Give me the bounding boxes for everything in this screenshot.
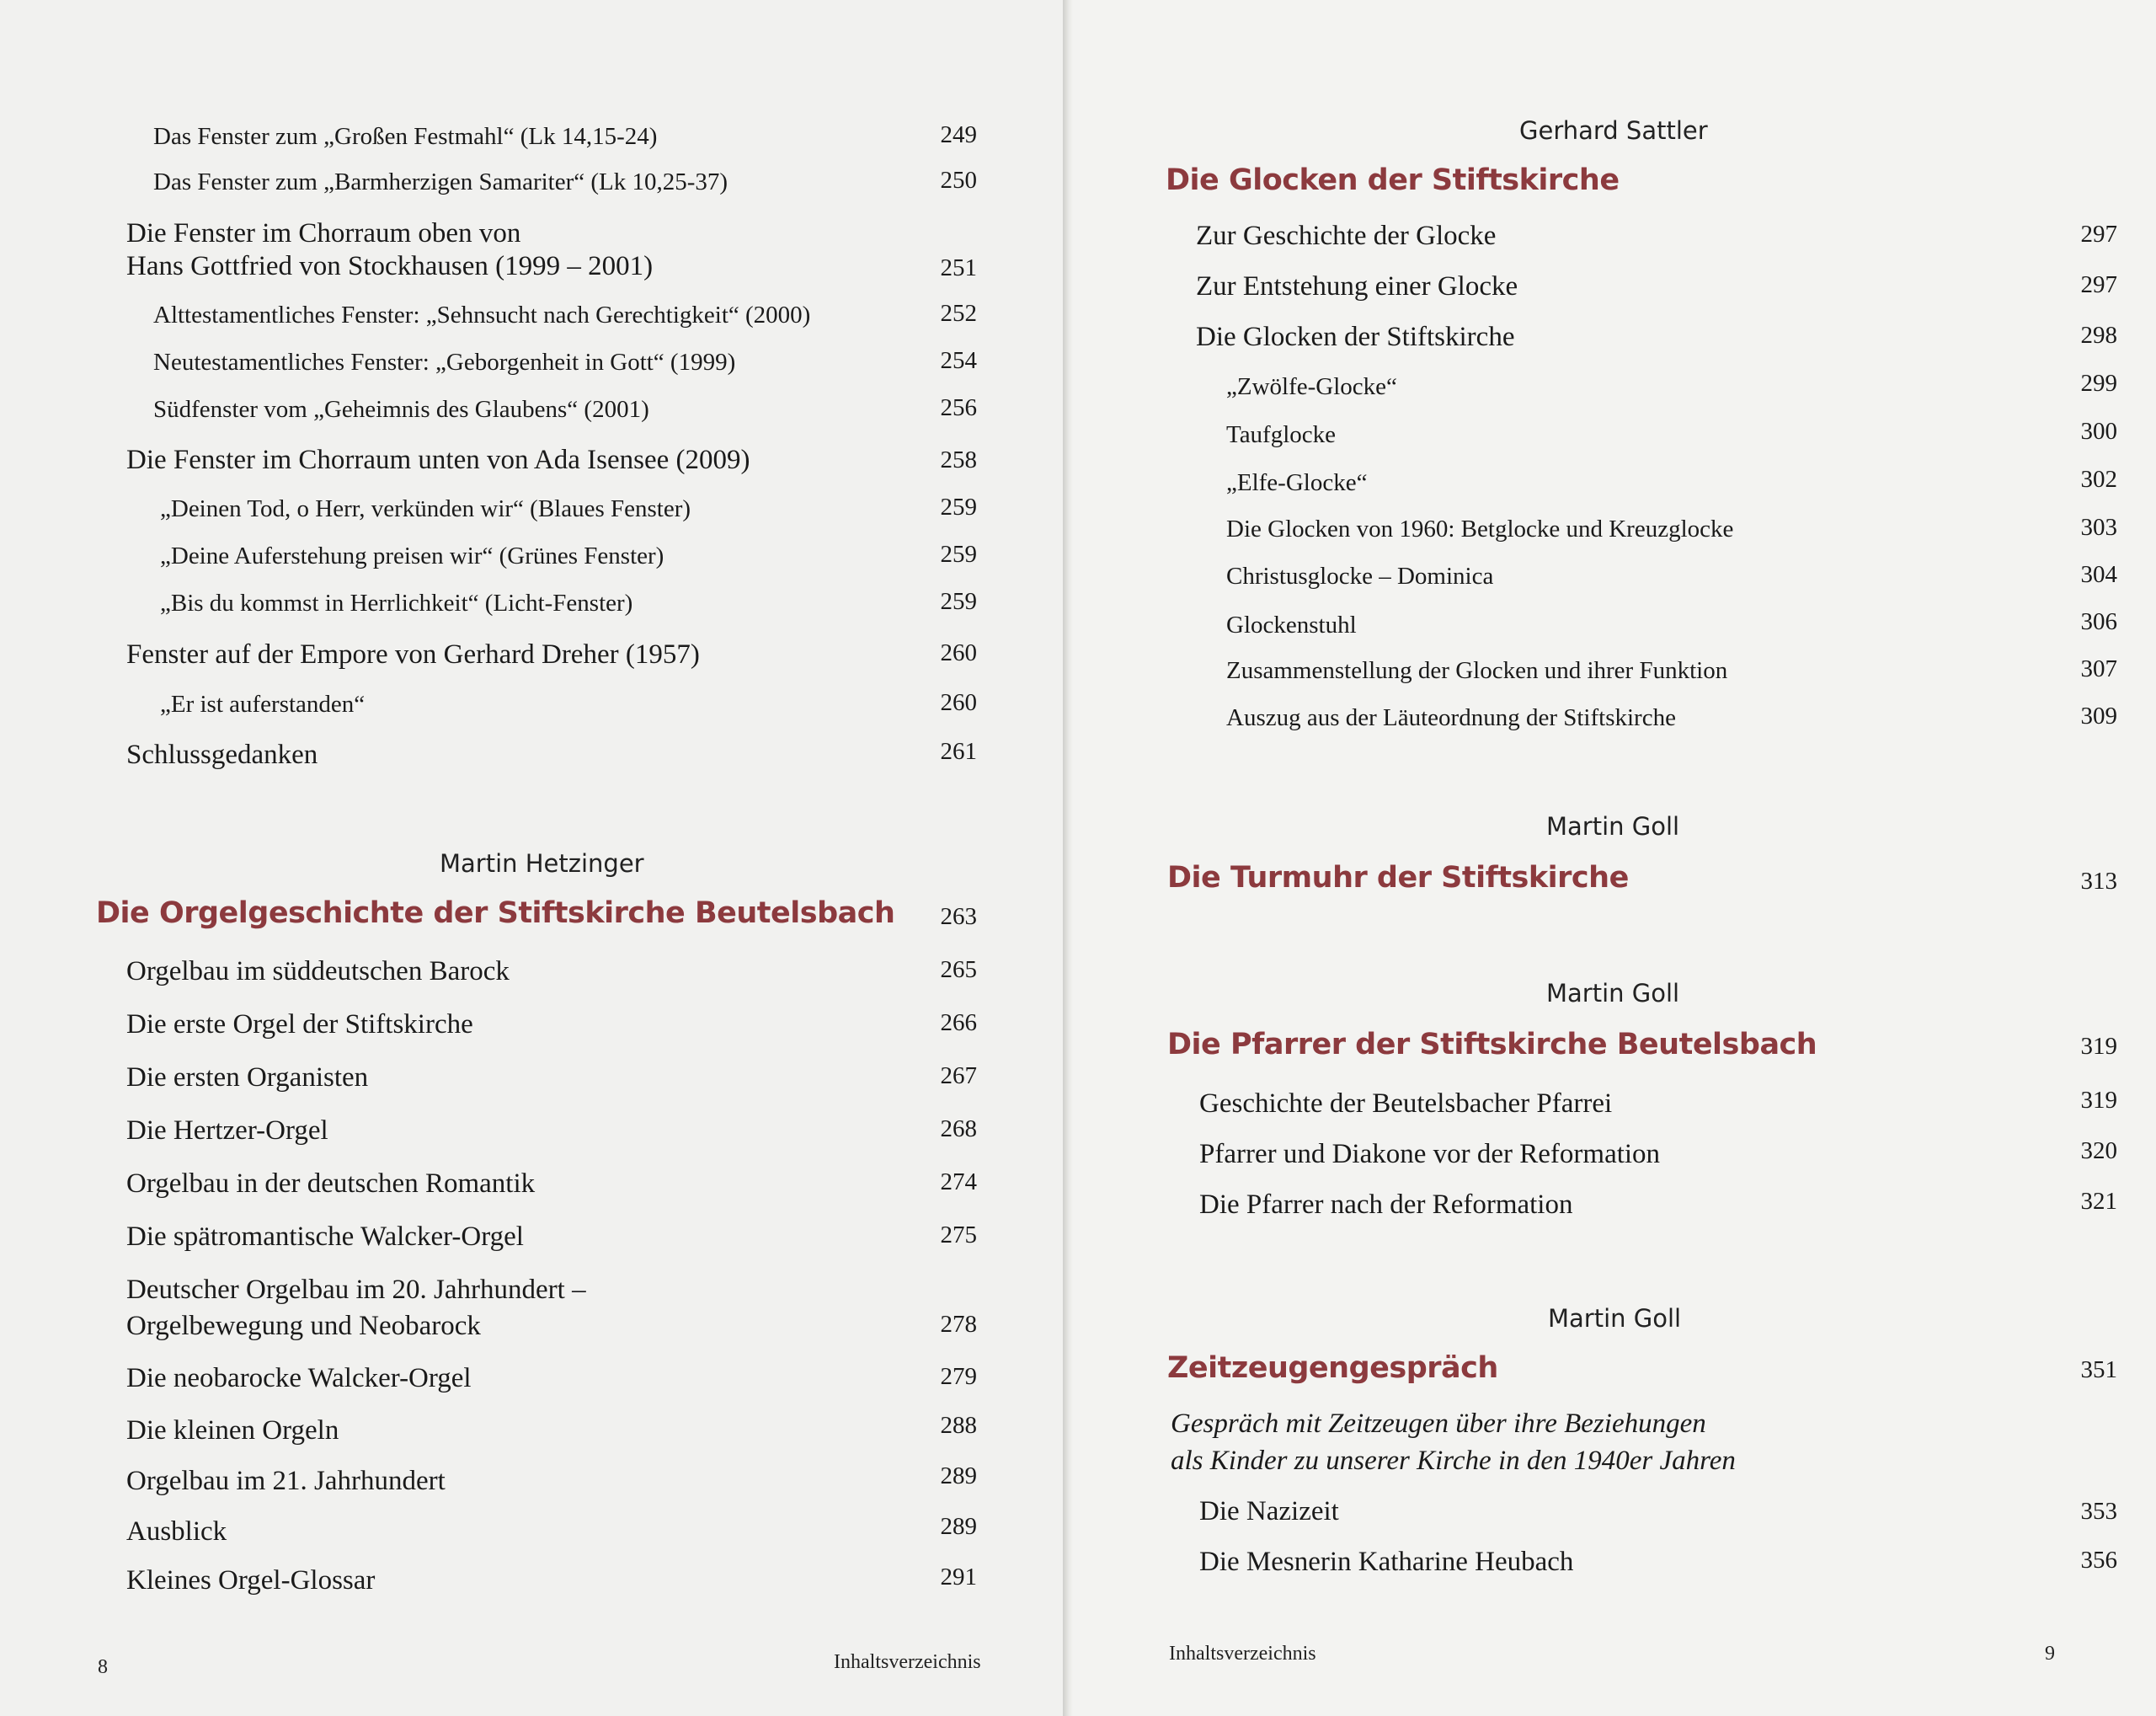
chapter-title: Zeitzeugengespräch <box>1167 1351 1498 1385</box>
toc-entry: Kleines Orgel-Glossar <box>126 1565 376 1596</box>
toc-entry: Orgelbau in der deutschen Romantik <box>126 1168 536 1199</box>
page-number: 256 <box>940 394 977 421</box>
page-number: 302 <box>2080 466 2117 493</box>
toc-entry: Alttestamentliches Fenster: „Sehnsucht nach Gerechtigkeit“ (2000) <box>153 302 811 329</box>
chapter-author: Martin Hetzinger <box>440 849 644 878</box>
toc-entry: Die neobarocke Walcker-Orgel <box>126 1363 472 1393</box>
toc-entry: Christusglocke – Dominica <box>1226 563 1494 590</box>
toc-entry: Schlussgedanken <box>126 740 318 770</box>
toc-entry: „Elfe-Glocke“ <box>1226 469 1368 496</box>
page-number: 320 <box>2080 1137 2117 1164</box>
page-number: 303 <box>2080 514 2117 541</box>
page-number: 252 <box>940 300 977 327</box>
chapter-author: Martin Goll <box>1546 979 1680 1008</box>
chapter-subtitle: als Kinder zu unserer Kirche in den 1940er Jahren <box>1171 1446 1736 1476</box>
page-number: 266 <box>940 1009 977 1036</box>
page-folio: 9 <box>2045 1643 2055 1665</box>
page-number: 249 <box>940 121 977 148</box>
left-page <box>0 0 1063 1716</box>
chapter-title: Die Turmuhr der Stiftskirche <box>1167 861 1629 895</box>
chapter-subtitle: Gespräch mit Zeitzeugen über ihre Beziehungen <box>1171 1409 1706 1439</box>
page-number: 259 <box>940 588 977 615</box>
toc-entry: Pfarrer und Diakone vor der Reformation <box>1199 1139 1661 1169</box>
chapter-title: Die Orgelgeschichte der Stiftskirche Beutelsbach <box>96 896 895 930</box>
toc-entry: Zur Entstehung einer Glocke <box>1196 271 1518 302</box>
toc-entry: Die erste Orgel der Stiftskirche <box>126 1009 473 1040</box>
toc-entry: Zusammenstellung der Glocken und ihrer Funktion <box>1226 657 1728 684</box>
page-number: 307 <box>2080 655 2117 682</box>
page-number: 356 <box>2080 1547 2117 1574</box>
toc-entry: Hans Gottfried von Stockhausen (1999 – 2001) <box>126 251 654 281</box>
page-number: 267 <box>940 1062 977 1089</box>
page-number: 259 <box>940 541 977 568</box>
book-gutter <box>1063 0 1073 1716</box>
toc-entry: Die Glocken von 1960: Betglocke und Kreuzglocke <box>1226 516 1734 543</box>
toc-entry: Die kleinen Orgeln <box>126 1415 339 1446</box>
page-number: 306 <box>2080 608 2117 635</box>
running-footer: Inhaltsverzeichnis <box>834 1651 981 1673</box>
toc-entry: „Er ist auferstanden“ <box>160 691 366 718</box>
page-number: 297 <box>2080 221 2117 248</box>
toc-entry: Orgelbau im 21. Jahrhundert <box>126 1466 446 1496</box>
toc-entry: Auszug aus der Läuteordnung der Stiftskirche <box>1226 704 1676 731</box>
toc-entry: Glockenstuhl <box>1226 612 1357 639</box>
chapter-author: Gerhard Sattler <box>1519 116 1708 145</box>
page-number: 319 <box>2080 1087 2117 1114</box>
page-number: 298 <box>2080 322 2117 349</box>
page-number: 313 <box>2080 868 2117 895</box>
page-number: 265 <box>940 956 977 983</box>
page-number: 289 <box>940 1462 977 1489</box>
toc-entry: „Zwölfe-Glocke“ <box>1226 373 1397 400</box>
page-number: 278 <box>940 1311 977 1338</box>
page-number: 260 <box>940 639 977 666</box>
page-number: 274 <box>940 1168 977 1195</box>
page-number: 263 <box>940 903 977 930</box>
page-number: 275 <box>940 1222 977 1248</box>
page-number: 309 <box>2080 703 2117 730</box>
page-number: 279 <box>940 1363 977 1390</box>
toc-entry: „Bis du kommst in Herrlichkeit“ (Licht-Fenster) <box>160 590 633 617</box>
running-footer: Inhaltsverzeichnis <box>1169 1643 1316 1665</box>
chapter-title: Die Pfarrer der Stiftskirche Beutelsbach <box>1167 1028 1817 1061</box>
toc-entry: Orgelbewegung und Neobarock <box>126 1311 481 1341</box>
toc-entry: Taufglocke <box>1226 421 1337 448</box>
page-number: 353 <box>2080 1498 2117 1525</box>
page-number: 251 <box>940 254 977 281</box>
toc-entry: Südfenster vom „Geheimnis des Glaubens“ (2001) <box>153 396 649 423</box>
page-number: 351 <box>2080 1356 2117 1383</box>
toc-entry: Die Mesnerin Katharine Heubach <box>1199 1547 1574 1577</box>
page-number: 297 <box>2080 271 2117 298</box>
toc-entry: Die ersten Organisten <box>126 1062 369 1093</box>
toc-entry: „Deine Auferstehung preisen wir“ (Grünes Fenster) <box>160 543 664 569</box>
toc-entry: Das Fenster zum „Großen Festmahl“ (Lk 14,15-24) <box>153 123 658 150</box>
toc-entry: „Deinen Tod, o Herr, verkünden wir“ (Blaues Fenster) <box>160 495 691 522</box>
chapter-author: Martin Goll <box>1548 1304 1682 1333</box>
toc-entry: Die Hertzer-Orgel <box>126 1115 328 1146</box>
toc-entry: Zur Geschichte der Glocke <box>1196 221 1497 251</box>
toc-entry: Die Nazizeit <box>1199 1496 1339 1526</box>
toc-entry: Die Pfarrer nach der Reformation <box>1199 1189 1573 1220</box>
toc-entry: Die spätromantische Walcker-Orgel <box>126 1222 524 1252</box>
page-number: 250 <box>940 167 977 194</box>
page-number: 268 <box>940 1115 977 1142</box>
page-number: 291 <box>940 1564 977 1590</box>
page-folio: 8 <box>98 1656 108 1678</box>
page-number: 319 <box>2080 1033 2117 1060</box>
toc-entry: Orgelbau im süddeutschen Barock <box>126 956 510 986</box>
toc-entry: Das Fenster zum „Barmherzigen Samariter“ (Lk 10,25-37) <box>153 168 728 195</box>
page-number: 254 <box>940 347 977 374</box>
toc-entry: Die Fenster im Chorraum oben von <box>126 218 521 249</box>
page-number: 304 <box>2080 561 2117 588</box>
chapter-author: Martin Goll <box>1546 812 1680 841</box>
toc-entry: Neutestamentliches Fenster: „Geborgenheit in Gott“ (1999) <box>153 349 736 376</box>
chapter-title: Die Glocken der Stiftskirche <box>1166 163 1620 197</box>
page-number: 299 <box>2080 370 2117 397</box>
page-number: 258 <box>940 446 977 473</box>
toc-entry: Geschichte der Beutelsbacher Pfarrei <box>1199 1088 1613 1119</box>
right-page <box>1073 0 2156 1716</box>
page-number: 261 <box>940 738 977 765</box>
page-number: 259 <box>940 494 977 521</box>
page-number: 300 <box>2080 418 2117 445</box>
page-number: 321 <box>2080 1188 2117 1215</box>
page-number: 289 <box>940 1513 977 1540</box>
page-number: 288 <box>940 1412 977 1439</box>
toc-entry: Fenster auf der Empore von Gerhard Dreher (1957) <box>126 639 700 670</box>
page-number: 260 <box>940 689 977 716</box>
toc-entry: Die Fenster im Chorraum unten von Ada Isensee (2009) <box>126 445 750 475</box>
toc-entry: Ausblick <box>126 1516 227 1547</box>
toc-entry: Die Glocken der Stiftskirche <box>1196 322 1515 352</box>
toc-entry: Deutscher Orgelbau im 20. Jahrhundert – <box>126 1275 586 1305</box>
